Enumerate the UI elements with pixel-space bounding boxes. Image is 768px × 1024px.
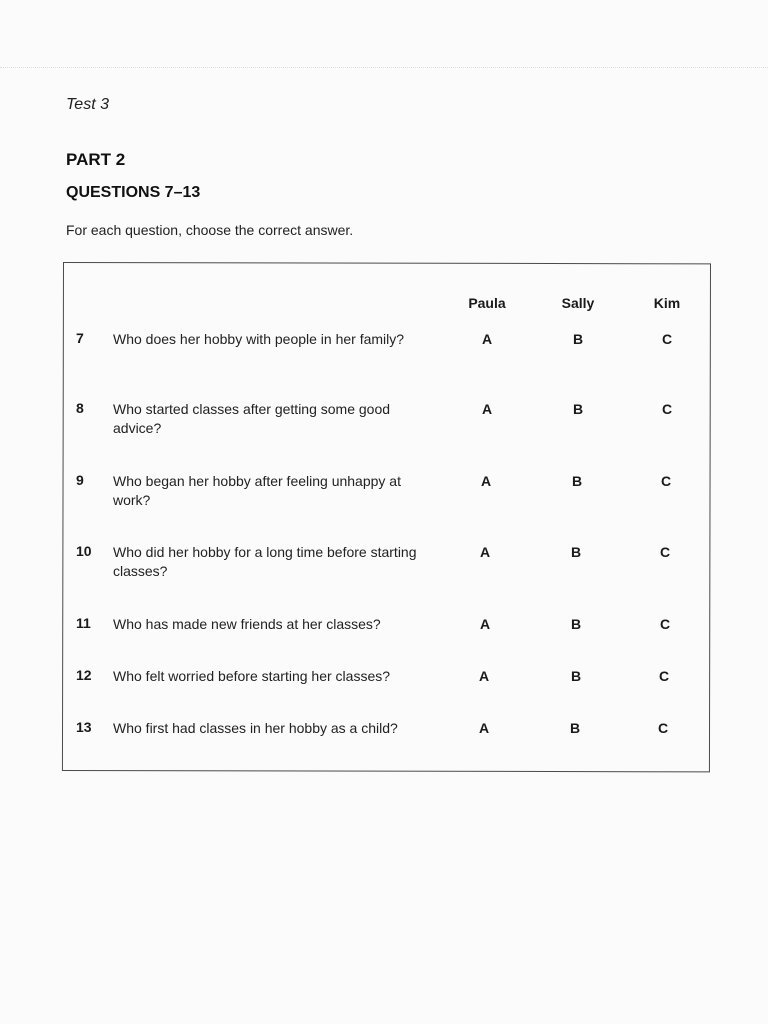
option-a[interactable]: A — [479, 544, 491, 560]
column-header-kim: Kim — [653, 295, 681, 311]
question-row-8 — [0, 400, 768, 444]
option-c[interactable]: C — [659, 616, 671, 632]
page-edge-line — [0, 67, 768, 68]
option-c[interactable]: C — [659, 544, 671, 560]
column-header-sally: Sally — [561, 295, 595, 311]
question-text: Who started classes after getting some good advice? — [113, 401, 391, 436]
option-a[interactable]: A — [480, 473, 492, 489]
option-b[interactable]: B — [572, 401, 584, 417]
question-number: 8 — [76, 400, 84, 416]
running-head: Test 3 — [66, 96, 109, 113]
option-b[interactable]: B — [569, 720, 581, 736]
option-c[interactable]: C — [658, 668, 670, 684]
option-b[interactable]: B — [572, 331, 584, 347]
option-a[interactable]: A — [478, 720, 490, 736]
option-c[interactable]: C — [661, 331, 673, 347]
option-c[interactable]: C — [657, 720, 669, 736]
question-number: 11 — [76, 615, 91, 631]
option-c[interactable]: C — [661, 401, 673, 417]
question-number: 13 — [76, 719, 92, 735]
question-row-9 — [0, 472, 768, 516]
option-c[interactable]: C — [660, 473, 672, 489]
question-text: Who does her hobby with people in her family? — [113, 331, 405, 347]
option-b[interactable]: B — [570, 668, 582, 684]
option-a[interactable]: A — [479, 616, 491, 632]
question-number: 9 — [76, 472, 84, 488]
question-text: Who first had classes in her hobby as a child? — [113, 720, 398, 736]
question-text: Who felt worried before starting her classes? — [113, 668, 391, 684]
question-number: 10 — [76, 543, 92, 559]
question-text: Who did her hobby for a long time before starting classes? — [113, 544, 417, 579]
column-header-paula: Paula — [468, 295, 506, 311]
option-b[interactable]: B — [570, 616, 582, 632]
option-a[interactable]: A — [481, 401, 493, 417]
question-row-13 — [0, 719, 768, 763]
part-title: PART 2 — [66, 150, 126, 169]
question-row-10 — [0, 543, 768, 587]
question-text: Who has made new friends at her classes? — [113, 616, 381, 632]
question-number: 12 — [76, 667, 92, 683]
question-row-12 — [0, 667, 768, 711]
question-row-11 — [0, 615, 768, 659]
option-b[interactable]: B — [570, 544, 582, 560]
question-number: 7 — [76, 330, 84, 346]
option-a[interactable]: A — [481, 331, 493, 347]
question-text: Who began her hobby after feeling unhappy at work? — [113, 473, 401, 508]
option-a[interactable]: A — [478, 668, 490, 684]
instructions: For each question, choose the correct answer. — [66, 222, 354, 238]
questions-title: QUESTIONS 7–13 — [66, 184, 201, 201]
question-row-7 — [0, 330, 768, 374]
option-b[interactable]: B — [571, 473, 583, 489]
